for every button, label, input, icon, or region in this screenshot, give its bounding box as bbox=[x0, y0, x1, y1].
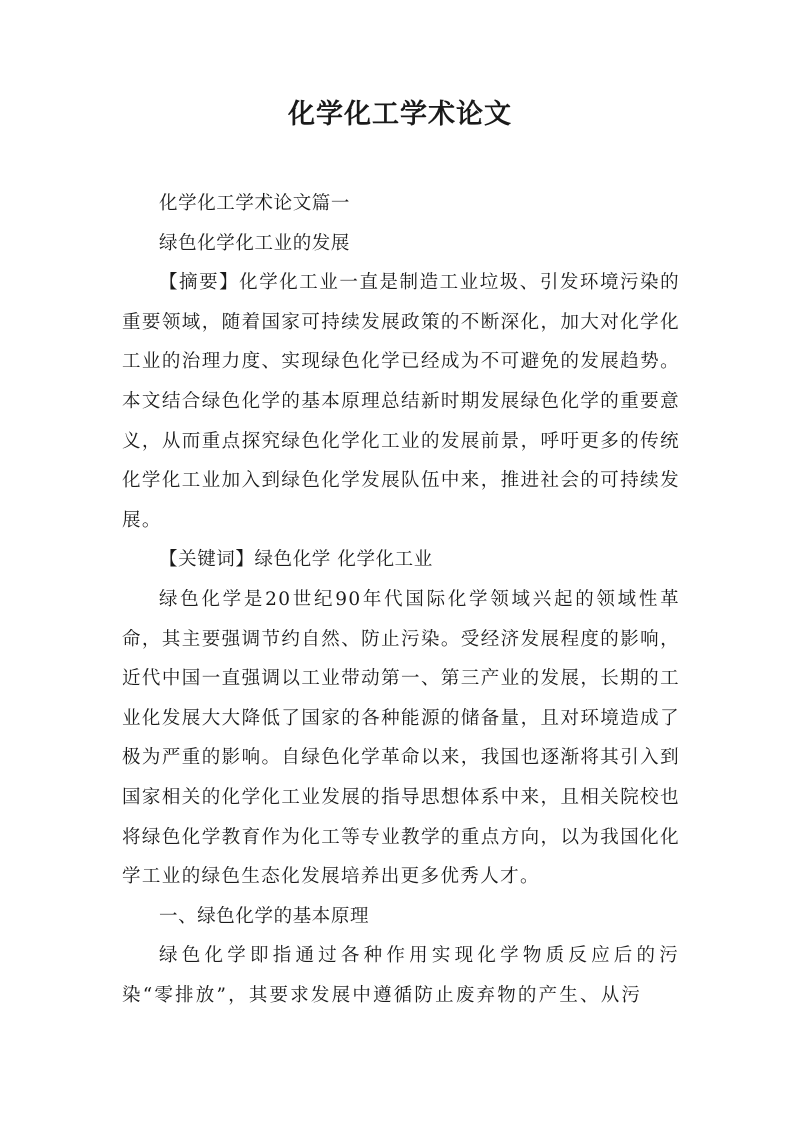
paragraph-intro: 绿色化学是20世纪90年代国际化学领域兴起的领域性革命，其主要强调节约自然、防止污染。受经济发展程度的影响，近代中国一直强调以工业带动第一、第三产业的发展，长期的工业化发展大大降低了国家的各种能源的储备量，且对环境造成了极为严重的影响。自绿色化学革命以来，我国也逐渐将其引入到国家相关的化学化工业发展的指导思想体系中来，且相关院校也将绿色化学教育作为化工等专业教学的重点方向，以为我国化化学工业的绿色生态化发展培养出更多优秀人才。 bbox=[122, 588, 680, 888]
paragraph-article-title: 绿色化学化工业的发展 bbox=[159, 232, 351, 254]
paragraph-section-heading: 化学化工学术论文篇一 bbox=[159, 193, 351, 214]
document-body bbox=[122, 184, 680, 1015]
paragraph-keywords: 【关键词】绿色化学 化学化工业 bbox=[159, 549, 433, 571]
paragraph-subheading: 一、绿色化学的基本原理 bbox=[159, 905, 370, 927]
paragraph-principles: 绿色化学即指通过各种作用实现化学物质反应后的污染“零排放”，其要求发展中遵循防止废弃物的产生、从污 bbox=[122, 945, 680, 1006]
document-title: 化学化工学术论文 bbox=[288, 99, 512, 130]
paragraph-abstract: 【摘要】化学化工业一直是制造工业垃圾、引发环境污染的重要领域，随着国家可持续发展政策的不断深化，加大对化学化工业的治理力度、实现绿色化学已经成为不可避免的发展趋势。本文结合绿色化学的基本原理总结新时期发展绿色化学的重要意义，从而重点探究绿色化学化工业的发展前景，呼吁更多的传统化学化工业加入到绿色化学发展队伍中来，推进社会的可持续发展。 bbox=[122, 272, 680, 531]
